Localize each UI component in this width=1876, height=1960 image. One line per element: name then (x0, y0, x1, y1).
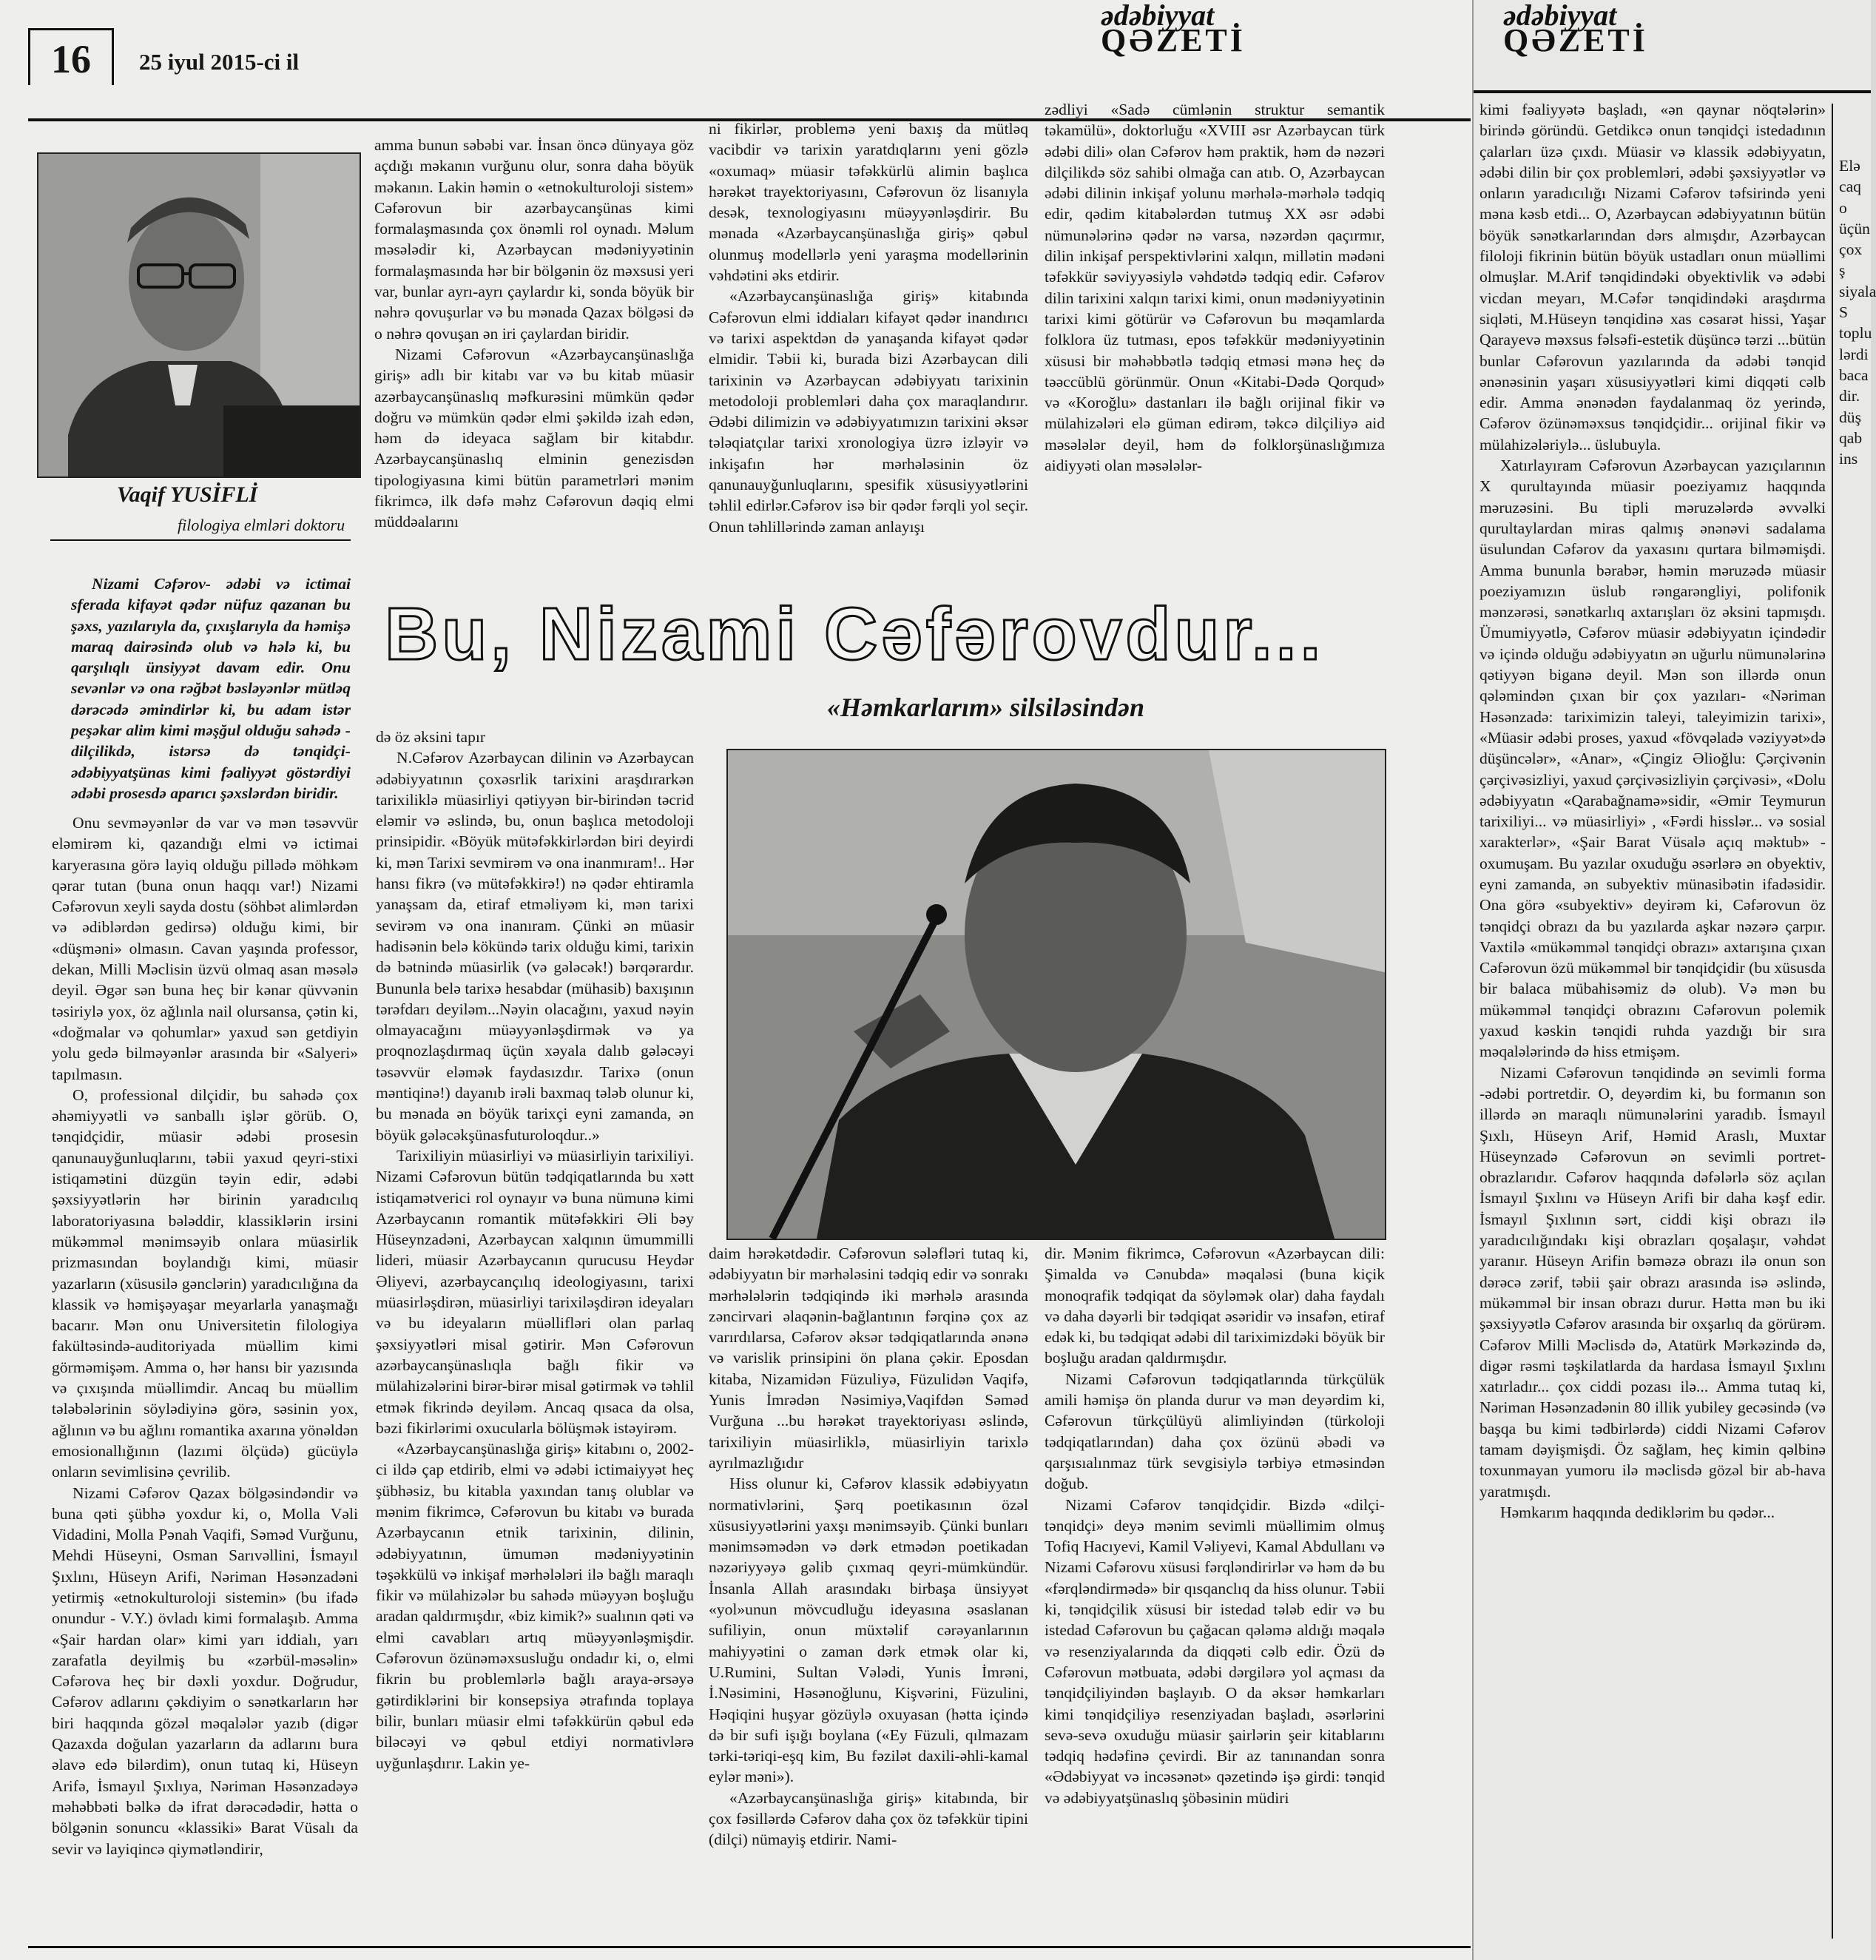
fragment: düş (1839, 408, 1861, 426)
column-7 (1045, 1243, 1385, 1944)
fragment: qab (1839, 428, 1863, 447)
fragment: siyala (1839, 282, 1876, 300)
paragraph: kimi fəaliyyətə başladı, «ən qaynar nöqtələrin» birində göründü. Getdikcə onun tənqidçi istedadının çalarları üzə çıxdı. Müasir və klassik ədəbiyyatın, ədəbi dilin bir çox problemləri, ədəbi şəxsiyyətlər və onların yaradıcılığı Nizami Cəfərov təfsirində yeni məna kəsb etdi... O, Azərbaycan ədəbiyyatının bütün böyük sənətkarlarından dərs almışdır, Azərbaycan filoloji fikrinin bütün böyük ustadları onun müəllimi olmuşlar. M.Arif tənqidindəki obyektivlik və ədəbi vicdan meyarı, M.Cəfər tənqidindəki araşdırma siqləti, M.Hüseyn tənqidinə xas cəsarət hissi, Yaşar Qarayevə məxsus fəlsəfi-estetik düşüncə tərzi ...bütün bunlar Cəfərovun yazılarında da ədəbi tənqid ənənəsinin yaşarı xüsusiyyətləri kimi diqqəti cəlb edir. Amma ənənədən faydalanmaq öz yerində, Cəfərov özünəməxsus tənqidçidir... orijinal fikir və mülahizələriylə... üslubuyla. (1479, 101, 1826, 454)
paragraph: Nizami Cəfərov tənqidçidir. Bizdə «dilçi-tənqidçi» deyə mənim sevimli müəllimim olmuş Tofiq Hacıyevi, Kamil Vəliyevi, Kamal Abdullanı və Nizami Cəfərovu xüsusi fərqləndirirlər və həm də bu «fərqləndirmədə» bir qısqanclıq da hiss olunur. Təbii ki, tənqidçilik xüsusi bir istedad tələb edir və bu istedad Cəfərovun bu çağacan qələmə aldığı məqalə və resenziyalarında da diqqəti cəlb edir. Özü də Cəfərovun mətbuata, ədəbi dərgilərə yol açması da tənqidçiliyindən başlayıb. O da əksər həmkarları kimi tənqidçiliyə resenziyadan başladı, əsərlərini sevə-sevə oxuduğu müasir şairlərin şeir kitablarını tədqiq hədəfinə çevirdi. Bir az tanınandan sonra «Ədəbiyyat və incəsənət» qəzetində işə girdi: tənqid və ədəbiyyatşünaslıq şöbəsinin müdiri (1045, 1495, 1385, 1807)
article-subtitle: «Həmkarlarım» silsiləsindən (827, 693, 1145, 722)
paragraph: Hiss olunur ki, Cəfərov klassik ədəbiyyatın normativlərini, Şərq poetikasının özəl xüsusiyyətlərini yaxşı mənimsəyib. Çünki bunları mənimsəmədən və dərk etmədən poetikadan nəzəriyyəyə gəlib çıxmaq qeyri-mümkündür. İnsanla Allah arasındakı birbaşa ünsiyyət «yol»unun mövcudluğu ideyasına əsaslanan sufiliyin, onun müxtəlif cərəyanlarının mahiyyətini o zaman dərk etmək olar ki, U.Rumini, Sultan Vələdi, Yunis İmrəni, İ.Nəsimini, Həsənoğlunu, Kişvərini, Füzulini, Həqiqini huşyar gözüylə oxuyasan (hətta içində də bir sufi işığı boylana («Ey Füzuli, qılmazam tərki-təriqi-eşq kim, Bu fəzilət daxili-əhli-kamal eylər məni»). (709, 1475, 1028, 1786)
subject-portrait-illustration (728, 750, 1385, 1239)
footer-rule (28, 1946, 1471, 1948)
fragment: Elə (1839, 157, 1860, 175)
paragraph: «Azərbaycanşünaslığa giriş» kitabında, bir çox fəsillərdə Cəfərov daha çox öz təfəkkür tipini (dilçi) nümayiş etdirir. Nami- (709, 1788, 1028, 1849)
fragment: lərdi (1839, 345, 1869, 363)
masthead-line1: ədəbiyyat (1503, 0, 1617, 32)
fragment: çox ş (1839, 240, 1863, 280)
paragraph: N.Cəfərov Azərbaycan dilinin və Azərbaycan ədəbiyyatının çoxəsrlik tarixini araşdırarkən tarixiliklə müasirliyi qətiyyən bir-birindən təcrid eləmir və əslində, bu, onun başlıca metodoloji prinsipidir. «Böyük mütəfəkkirlərdən biri deyirdi ki, mən Tarixi sevmirəm və ona inanmıram!.. Hər hansı fikrə (və mütəfəkkirə!) nə qədər ehtiramla yanaşsam da, etiraf etməliyəm ki, mən tarixi sevirəm və ona inanıram. Çünki ən müasir hadisənin belə kökündə tarix olduğu kimi, tarixin də bətnində müasirlik (və gələcək!) bərqərardır. Bununla belə tarixə hesabdar (mühasib) baxışının tərəfdarı deyiləm...Nəyin olacağını, yaxud nəyin olmayacağını müəyyənləşdirmək və ya proqnozlaşdırmaq üçün xəyala dalıb gələcəyi təsəvvür eləmək faydasızdır. Tarixə (onun məntiqinə!) dayanıb irəli baxmaq tələb olunur ki, bu mənada ən böyük tarixçi eyni zamanda, ən böyük gələcəkşünasfuturoloqdur..» (376, 749, 694, 1144)
paragraph: də öz əksini tapır (376, 728, 486, 746)
lead-paragraph: Nizami Cəfərov- ədəbi və ictimai sferada kifayət qədər nüfuz qazanan bu şəxs, yazılarıyla da, çıxışlarıyla da həmişə maraq dairəsində olub və hələ ki, bu qarşılıqlı ünsiyyət davam edir. Onu sevənlər və ona rəğbət bəsləyənlər mütləq dərəcədə əmindirlər ki, bu adam istər peşəkar alim kimi məşğul olduğu sahədə - dilçilikdə, istərsə də tənqidçi-ədəbiyyatşünas kimi fəaliyyət göstərdiyi ədəbi prosesdə aparıcı şəxslərdən biridir. (71, 575, 351, 802)
page-number: 16 (28, 28, 114, 85)
fragment: caq o (1839, 178, 1861, 217)
fragment: üçün (1839, 219, 1870, 238)
masthead-line1: ədəbiyyat (1101, 0, 1215, 32)
author-photo (37, 152, 361, 478)
byline-rule (50, 539, 351, 541)
paragraph: dir. Mənim fikrimcə, Cəfərovun «Azərbaycan dili: Şimalda və Cənubda» məqaləsi (buna kiçik monoqrafik tədqiqat da söyləmək olar) daha faydalı və daha dəyərli bir tədqiqat əsəridir və insafən, etiraf edək ki, bu tədqiqat ədəbi dil tariximizdəki böyük bir boşluğu aradan qaldırmışdır. (1045, 1245, 1385, 1367)
masthead-line2: QƏZETİ (1101, 22, 1246, 58)
facing-page (1472, 0, 1876, 1960)
paragraph: Nizami Cəfərov Qazax bölgəsindəndir və buna qəti şübhə yoxdur ki, o, Molla Vəli Vidadini, Molla Pənah Vaqifi, Səməd Vurğunu, Mehdi Hüseyni, Osman Sarıvəllini, İsmayıl Şıxlını, Hüseyn Arifi, Nəriman Həsənzadəni yetirmiş «etnokulturoloji sistemin» (bu ifadə onundur - V.Y.) övladı kimi formalaşıb. Amma «Şair hardan olar» kimi yarı iddialı, yarı zarafatla deyilmiş bu «zərbül-məsəlin» Cəfərova heç bir dəxli yoxdur. Doğrudur, Cəfərov adlarını çəkdiyim o sənətkarların hər biri haqqında gözəl məqalələr yazıb (digər Qazaxda doğulan yazarların da adlarını bura əlavə edə bilərdim), onun tutaq ki, Hüseyn Arifə, İsmayıl Şıxlıya, Nəriman Həsənzadəyə məhəbbəti bəlkə də ifrat dərəcədədir, hətta o bölgənin sonuncu «klassiki» Barat Vüsalı da sevir və layiqincə qiymətləndirir, (52, 1484, 358, 1858)
paragraph: Nizami Cəfərovun «Azərbaycanşünaslığa giriş» adlı bir kitabı var və bu kitab müasir azərbaycanşünaslıq məfkurəsini mümkün qədər doğru və mümkün qədər elmi şəkildə izah edən, həm də ideyaca sağlam bir kitabdır. Azərbaycanşünaslıq elminin genezisdən tipologiyasına kimi bütün parametrləri mənim fikrimcə, ilk dəfə məhz Cəfərovun dəqiq elmi müddəalarını (374, 345, 694, 531)
column-5 (376, 727, 694, 1944)
subject-photo (726, 749, 1386, 1240)
fragment: baca (1839, 366, 1869, 384)
paragraph: «Azərbaycanşünaslığa giriş» kitabını o, 2002-ci ildə çap etdirib, elmi və ədəbi ictimaiyyət heç şübhəsiz, bu kitabla yaxından tanış olublar və mənim fikrimcə, Cəfərovun bu kitabı və burada Azərbaycanın etnik tarixinin, dilinin, ədəbiyyatının, ümumən mədəniyyətinin təşəkkülü və inkişaf mərhələləri ilə bağlı maraqlı fikir və mülahizələr bu sahədə müəyyən boşluğu aradan qaldırmışdır, «biz kimik?» sualının qəti və elmi cavabları artıq müəyyənləşmişdir. Cəfərovun özünəməxsusluğu ondadır ki, o, elmi fikrin bu problemlərlə bağlı araya-ərsəyə gətirdiklərini bir konsepsiya ətrafında toplaya bilir, bunları müasir elmi təfəkkürün qəbul edə biləcəyi və qəbul etdiyi normativlərə uyğunlaşdırır. Lakin ye- (376, 1440, 694, 1772)
column-8 (1479, 99, 1826, 1945)
paragraph: O, professional dilçidir, bu sahədə çox əhəmiyyətli və sanballı işlər görüb. O, tənqidçidir, müasir ədəbi prosesin qanunauyğunluqlarını, təbii yaxud qeyri-stixi istiqamətini düzgün təyin edir, ədəbi şəxsiyyətlərin hər birinin yaradıcılıq laboratoriyasına bələddir, klassiklərin irsini mükəmməl mənimsəyib onlara müasirlik prizmasından boylandığı kimi, müasir yazarların (xüsusilə gənclərin) yaradıcılığına da klassik və həmişəyaşar meyarlarla yanaşmağı bacarır. Mən onu Universitetin filologiya fakültəsində-auditoriyada müəllim kimi görməmişəm. Amma o, hər hansı bir yazısında və çıxışında müəllimdir. Ancaq bu müəllim tələbələrinin söylədiyinə görə, səsinin yox, ağlının və bu ağlını romantika axarına yönəldən emosionallığının (lazımi ölçüdə) gücüylə onların sevimlisinə çevrilib. (52, 1085, 358, 1481)
paragraph: amma bunun səbəbi var. İnsan öncə dünyaya göz açdığı məkanın vurğunu olur, sonra daha böyük məkanın. Lakin həmin o «etnokulturoloji sistem» Cəfərovun bir azərbaycanşünas kimi formalaşmasında çox önəmli rol oynadı. Məlum məsələdir ki, Azərbaycan mədəniyyətinin formalaşmasında hər bir bölgənin öz məxsusi yeri var, bunlar ayrı-ayrı çaylardır ki, sonda böyük bir nəhrə qovuşurlar və bu mənada Qazax bölgəsi də o nəhrə qovuşan ən iri çaylardan biridir. (374, 136, 694, 343)
facing-header-rule (1474, 90, 1871, 93)
column-6 (709, 1243, 1028, 1944)
author-name: Vaqif YUSİFLİ (117, 482, 258, 507)
fragment: ins (1839, 450, 1858, 468)
paragraph: Xatırlayıram Cəfərovun Azərbaycan yazıçılarının X qurultayında müasir poeziyamız haqqında məruzəsini. Bu tipli məruzələrdə əvvəlki qurultaylardan miras qalmış ənənəvi sadalama üsulundan Cəfərov da yaxasını qurtara bilməmişdi. Amma bununla bərabər, həmin məruzədə müasir poeziyamızın üslub rəngarəngliyi, polifonik mənzərəsi, sənətkarlıq axtarışları öz əksini tapmışdı. Ümumiyyətlə, Cəfərov müasir ədəbiyyatın içindədir və içində olduğu ədəbiyyatın ən uğurlu nümunələrinə qətiyyən biganə deyil. Mən son illərdə onun qələmindən çıxan bir çox yazıları- «Nəriman Həsənzadə: tariximizin taleyi, taleyimizin tarixi», «Müasir ədəbi proses, yaxud «fövqəladə vəziyyət»də düşüncələr», «Anar», «Çingiz Əlioğlu: Çərçivənin çərçivəsizliyi, yaxud çərçivəsizliyin çərçivəsi», «Dolu ədəbiyyatın «Qarabağnamə»sidir, «Əmir Teymurun tarixiliyi... və müasirliyi» , «Fərdi hisslər... və sosial xarakterlər», «Şair Barat Vüsalə açıq məktub» - oxumuşam. Bu yazılar oxuduğu əsərlərə ən obyektiv, eyni zamanda, ən subyektiv münasibətin ifadəsidir. Ona görə «subyektiv» deyirəm ki, Cəfərovun öz tənqidçi obrazı da bu yazılarda aşkar nəzərə çarpır. Vaxtilə «mükəmməl tənqidçi obrazı» axtarışına çıxan Cəfərovun özü mükəmməl bir tənqidçidir (bu xüsusda bir balaca mübahisəmiz də olub). Və mən bu mükəmməl tənqidçi obrazını Cəfərovun polemik yaxud kəskin tənqidi ruhda yazdığı bir sıra məqalələrində də hiss etmişəm. (1479, 457, 1826, 1061)
fragment: dir. (1839, 387, 1860, 405)
paragraph: zədliyi «Sadə cümlənin struktur semantik təkamülü», doktorluğu «XVIII əsr Azərbaycan türk ədəbi dili» olan Cəfərov həm praktik, həm də nəzəri dilçilikdə söz sahibi olmağa can atıb. O, Azərbaycan ədəbi dilinin inkişaf yolunu mərhələ-mərhələ tədqiq edir, qədim kitabələrdən tutmuş XX əsr ədəbi nümunələrinə qədər nə varsa, nəzərdən qaçırmır, dilin inkişaf perspektivlərini xalqın, millətin mədəni təfəkkür səviyyəsiylə vəhdətdə tədqiq edir. Cəfərov dilin tarixini xalqın tarixi kimi, onun mədəniyyətinin tarixi kimi götürür və Cəfərovun bu məqamlarda folklora üz tutması, epos təfəkkür mədəniyyətinin xüsusi bir məhəbbətlə tədqiq etməsi mənə heç də təəccüblü görünmür. Onun «Kitabi-Dədə Qorqud» və «Koroğlu» dastanları ilə bağlı orijinal fikir və mülahizələri elə güman edirəm, təkcə dilçiliyə aid məsələlər deyil, həm də folklorşünaslığımıza aidiyyəti olan məsələlər- (1045, 101, 1385, 475)
masthead-facing (1503, 0, 1648, 58)
paragraph: «Azərbaycanşünaslığa giriş» kitabında Cəfərovun elmi iddiaları kifayət qədər inandırıcı və tarixi aspektdən də yanaşanda kifayət qədər elmidir. Təbii ki, burada bizi Azərbaycan dili tarixinin və Azərbaycan ədəbiyyatı tarixinin metodoloji problemləri daha çox maraqlandırır. Ədəbi dilimizin və ədəbiyyatımızın tarixini əksər tələqiatçılar tarixi xronologiya üzrə izləyir və inkişafın hər mərhələsinin öz qanunauyğunluqlarını, spesifik xüsusiyyətlərini təhlil edirlər.Cəfərov isə bir qədər fərqli yol seçir. Onun təhlillərində zaman anlayışı (709, 287, 1028, 536)
column-4 (1045, 99, 1385, 562)
column-2 (374, 135, 694, 577)
paragraph: Nizami Cəfərovun tənqidində ən sevimli forma -ədəbi portretdir. O, deyərdim ki, bu formanın son illərdə ən maraqlı nümunələrini yaradıb. İsmayıl Şıxlı, Hüseyn Arif, Həmid Araslı, Muxtar Hüseynzadə Cəfərovun ən sevimli portret-obrazlarıdır. Cəfərov haqqında dəfələrlə söz açılan İsmayıl Şıxlını və Hüseyn Arifi bir daha kəşf edir. İsmayıl Şıxlının sərt, ciddi kişi obrazı ilə yaradıcılığındakı kişi obrazları qoşalaşır, vəhdət yaranır. Hüseyn Arifin bəməzə obrazı ilə onun son dərəcə zərif, təbii şair obrazı arasında isə əslində, mükəmməl bir insan obrazı durur. Hətta mən bu iki şəxsiyyətlə Cəfərov arasında bir oxşarlıq da görürəm. Cəfərov Milli Məclisdə də, Atatürk Mərkəzində də, digər rəsmi təşkilatlarda da hardasa İsmayıl Şıxlını xatırladır... çox ciddi pozası ilə... Amma tutaq ki, Nəriman Həsənzadənin 80 illik yubiley gecəsində (və başqa bu kimi tədbirlərdə) ciddi Nizami Cəfərov tamam dəyişmişdi. Öz sağlam, heç kimin qəlbinə toxunmayan yumoru ilə məclisdə gözəl bir ab-hava yaratmışdı. (1479, 1063, 1826, 1501)
masthead (1101, 0, 1246, 58)
fragment: toplu (1839, 324, 1872, 343)
masthead-line2: QƏZETİ (1503, 22, 1648, 58)
column-3 (709, 118, 1028, 577)
paragraph: ni fikirlər, problemə yeni baxış da mütləq vacibdir və tarixin yaratdıqlarını yeni gözlə «oxumaq» müasir təfəkkürlü alimin başlıca hərəkət trayektoriyasını, Cəfərovun öz lisanıyla desək, texnologiyasını müəyyənləşdirir. Bu mənada «Azərbaycanşünaslığa giriş» qəbul olunmuş modellərlə yeni yaraşma modellərinin vəhdətini əks etdirir. (709, 120, 1028, 285)
column-1 (52, 812, 358, 1944)
author-portrait-illustration (38, 154, 360, 476)
paragraph: daim hərəkətdədir. Cəfərovun sələfləri tutaq ki, ədəbiyyatın bir mərhələsini tədqiq edir və sonrakı mərhələlərin tədqiqində iki mərhələ arasında zəncirvari əlaqənin-bağlantının fərqinə çox az varırdılarsa, Cəfərov əksər tədqiqatlarında ənənə və varislik prinsipini ön plana çəkir. Eposdan kitaba, Nizamidən Füzuliyə, Füzulidən Vaqifə, Yunis İmrədən Nəsimiyə,Vaqifdən Səməd Vurğuna ...bu hərəkət trayektoriyası əslində, tarixiliyin müasirliklə, müasirliyin tarixlə ayrılmazlığıdır (709, 1245, 1028, 1472)
issue-date: 25 iyul 2015-ci il (139, 49, 300, 75)
paragraph: Həmkarım haqqında dediklərim bu qədər... (1500, 1503, 1775, 1521)
author-title: filologiya elmləri doktoru (178, 516, 345, 534)
paragraph: Onu sevməyənlər də var və mən təsəvvür eləmirəm ki, qazandığı elmi və ictimai karyerasına görə layiq olduğu pillədə möhkəm qərar tutan (buna onun haqqı var!) Nizami Cəfərovun xeyli sayda dostu (söhbət alimlərdən və ədiblərdən gedirsə) olduğu kimi, bir «düşməni» olmasın. Cavan yaşında professor, dekan, Milli Məclisin üzvü olmaq asan məsələ deyil. Əgər sən buna heç bir kənar qüvvənin təsiriylə yox, öz ağlınla nail olursansa, çətin ki, «doğmalar və qohumlar» yaxud sən getdiyin yolu gedə bilməyənlər arasında bir «Salyeri» tapılmasın. (52, 814, 358, 1083)
article-lead (71, 573, 351, 814)
fragment: S (1839, 303, 1849, 322)
article-headline: Bu, Nizami Cəfərovdur... (385, 593, 1325, 676)
paragraph: Nizami Cəfərovun tədqiqatlarında türkçülük amili həmişə ön planda durur və mən deyərdim ki, Cəfərovun türkçülüyü alimliyindən (türkoloji tədqiqatlarından) daha çox özünü əbədi və qarşısıalınmaz türk sevgisiylə tərbiyə etməsindən doğub. (1045, 1370, 1385, 1493)
paragraph: Tarixiliyin müasirliyi və müasirliyin tarixiliyi. Nizami Cəfərovun bütün tədqiqatlarında bu xətt istiqamətverici rol oynayır və buna nümunə kimi Azərbaycanın romantik mütəfəkkiri Əli bəy Hüseynzadəni, Azərbaycan xalqının ümummilli lideri, müasir Azərbaycanın qurucusu Heydər Əliyevi, azərbaycançılıq ideologiyasını, tarixi müasirləşdirən, müasirliyi tarixiləşdirən ideyaları və bu ideyaların müəllifləri olan parlaq şəxsiyyətləri misal gətirir. Mən Cəfərovun azərbaycanşünaslıqla bağlı fikir və mülahizələrini birər-birər misal gətirmək və təhlil etmək fikrində deyiləm. Ancaq qısaca da olsa, bəzi fikirlərimi oxucularla bölüşmək istəyirəm. (376, 1146, 694, 1437)
cut-off-column (1839, 155, 1876, 599)
facing-column-rule (1832, 104, 1833, 1939)
